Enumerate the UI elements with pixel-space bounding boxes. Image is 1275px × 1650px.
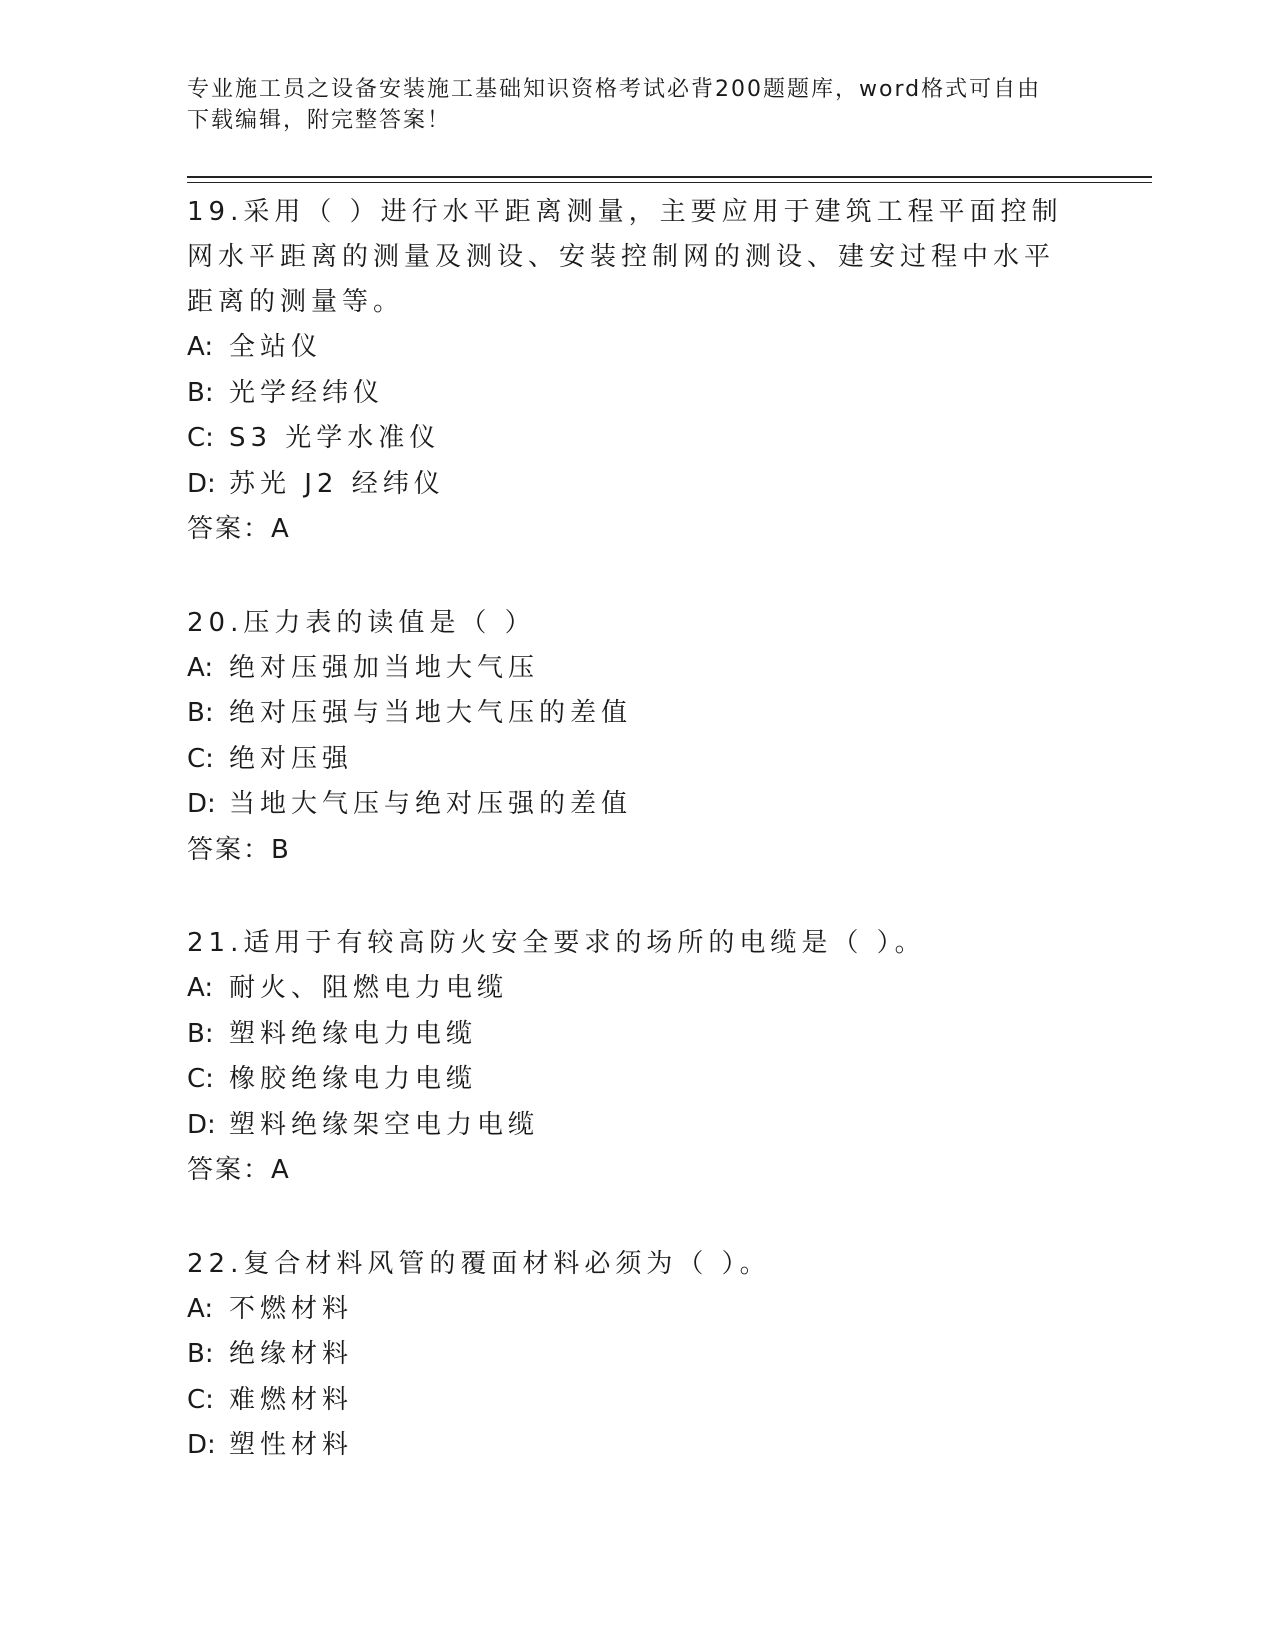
answer-line: 答案：A xyxy=(187,1155,291,1185)
option-b xyxy=(187,1332,1067,1378)
option-letter: B: xyxy=(187,1018,214,1049)
option-letter: D: xyxy=(187,789,216,819)
option-text: 塑性材料 xyxy=(229,1430,354,1460)
answer-line: 答案：A xyxy=(187,514,291,544)
option-a xyxy=(187,1287,1067,1333)
option-letter: C: xyxy=(187,1384,214,1415)
option-d xyxy=(187,462,1067,508)
option-text: 不燃材料 xyxy=(229,1293,354,1324)
option-letter: B: xyxy=(187,377,214,408)
option-letter: A: xyxy=(187,973,214,1003)
option-text: S3 光学水准仪 xyxy=(229,423,441,453)
question-text: 22.复合材料风管的覆面材料必须为（ ）。 xyxy=(187,1248,771,1279)
option-letter: B: xyxy=(187,698,214,728)
option-text: 塑料绝缘架空电力电缆 xyxy=(229,1109,540,1140)
option-c xyxy=(187,416,1067,462)
option-text: 难燃材料 xyxy=(229,1384,354,1415)
option-text: 耐火、阻燃电力电缆 xyxy=(229,973,509,1003)
option-text: 绝对压强与当地大气压的差值 xyxy=(229,698,633,728)
option-letter: A: xyxy=(187,652,214,683)
option-a xyxy=(187,325,1067,371)
option-text: 苏光 J2 经纬仪 xyxy=(229,468,445,499)
document-header xyxy=(187,74,1067,136)
option-text: 当地大气压与绝对压强的差值 xyxy=(229,789,633,819)
option-letter: D: xyxy=(187,1430,216,1460)
question-19 xyxy=(187,190,1067,553)
answer-line: 答案：B xyxy=(187,834,291,865)
header-line-1: 专业施工员之设备安装施工基础知识资格考试必背200题题库，word格式可自由 xyxy=(187,77,1042,102)
option-text: 绝缘材料 xyxy=(229,1339,354,1369)
option-a xyxy=(187,646,1067,692)
option-text: 绝对压强 xyxy=(229,743,354,774)
question-list xyxy=(187,190,1067,1517)
option-c xyxy=(187,1378,1067,1424)
option-d xyxy=(187,1103,1067,1149)
header-rule-thin xyxy=(187,182,1152,183)
option-letter: B: xyxy=(187,1339,214,1369)
option-letter: C: xyxy=(187,1064,214,1094)
header-rule-thick xyxy=(187,176,1152,178)
option-c xyxy=(187,1057,1067,1103)
question-22 xyxy=(187,1242,1067,1469)
question-20 xyxy=(187,601,1067,874)
option-text: 绝对压强加当地大气压 xyxy=(229,652,540,683)
question-21 xyxy=(187,921,1067,1194)
option-d xyxy=(187,1423,1067,1469)
option-letter: C: xyxy=(187,743,214,774)
option-letter: A: xyxy=(187,332,214,362)
option-c xyxy=(187,737,1067,783)
option-b xyxy=(187,371,1067,417)
option-text: 全站仪 xyxy=(229,332,323,362)
option-letter: D: xyxy=(187,468,216,499)
option-b xyxy=(187,1012,1067,1058)
option-letter: A: xyxy=(187,1293,214,1324)
option-text: 塑料绝缘电力电缆 xyxy=(229,1018,478,1049)
option-text: 光学经纬仪 xyxy=(229,377,385,408)
question-text: 20.压力表的读值是（ ） xyxy=(187,607,536,638)
question-text: 19.采用（ ）进行水平距离测量，主要应用于建筑工程平面控制网水平距离的测量及测设、安装控制网的测设、建安过程中水平距离的测量等。 xyxy=(187,197,1063,317)
question-text: 21.适用于有较高防火安全要求的场所的电缆是（ ）。 xyxy=(187,928,926,958)
option-b xyxy=(187,691,1067,737)
option-d xyxy=(187,782,1067,828)
header-line-2: 下载编辑，附完整答案！ xyxy=(187,108,452,133)
option-a xyxy=(187,966,1067,1012)
option-text: 橡胶绝缘电力电缆 xyxy=(229,1064,478,1094)
option-letter: D: xyxy=(187,1109,216,1140)
option-letter: C: xyxy=(187,423,214,453)
